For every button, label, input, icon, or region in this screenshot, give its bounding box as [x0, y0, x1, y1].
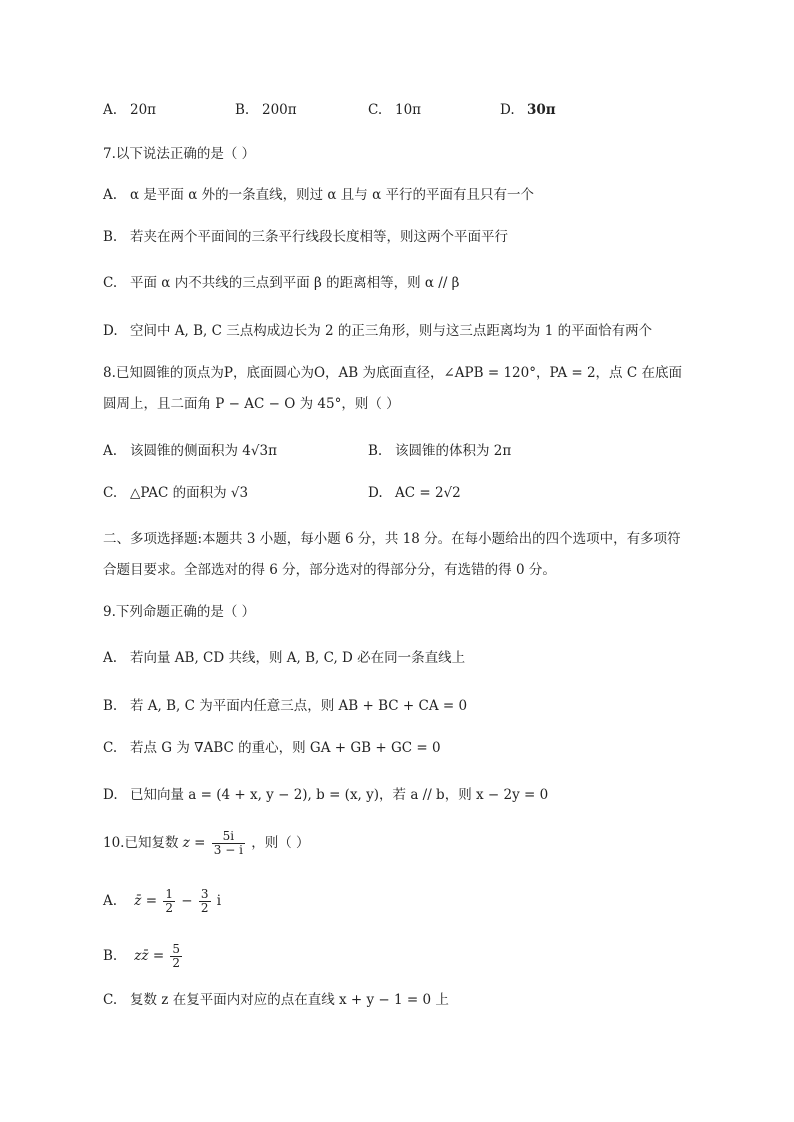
option-label: A. — [103, 187, 118, 203]
option-text: 若点 G 为 ∇ABC 的重心，则 GA + GB + GC = 0 — [130, 740, 441, 756]
q10-option-a — [103, 888, 221, 915]
fraction-denominator: 2 — [172, 956, 181, 970]
option-label: D. — [103, 323, 118, 339]
option-text: 该圆锥的体积为 2π — [395, 443, 512, 459]
option-text: 200π — [262, 102, 297, 118]
option-label: C. — [368, 102, 383, 118]
section2-line1: 二、多项选择题:本题共 3 小题，每小题 6 分，共 18 分。在每小题给出的四个选项中，有多项符 — [103, 531, 681, 547]
q6-option-c — [368, 100, 421, 120]
option-label: A. — [103, 102, 118, 118]
fraction — [170, 943, 182, 970]
q10-stem — [103, 830, 310, 857]
q9-option-a — [103, 648, 465, 668]
option-text: 已知向量 a = (4 + x, y − 2), b = (x, y)，若 a // b，则 x − 2y = 0 — [130, 787, 549, 803]
q8-stem-line2: 圆周上，且二面角 P − AC − O 为 45°，则（ ） — [103, 396, 400, 412]
q10-option-c — [103, 990, 449, 1010]
q9-option-d — [103, 785, 548, 805]
fraction-numerator: 5 — [172, 942, 181, 956]
option-label: C. — [103, 992, 118, 1008]
option-label: C. — [103, 740, 118, 756]
q8-option-c — [103, 483, 248, 503]
option-text: AC = 2√2 — [395, 485, 461, 501]
option-text: △PAC 的面积为 √3 — [130, 485, 249, 501]
option-text: 平面 α 内不共线的三点到平面 β 的距离相等，则 α // β — [130, 275, 460, 291]
fraction-2 — [199, 888, 211, 915]
minus-sign: − — [181, 893, 193, 909]
q10-z-fraction — [212, 830, 245, 857]
option-label: B. — [103, 698, 118, 714]
option-label: D. — [500, 102, 515, 118]
option-label: B. — [235, 102, 250, 118]
q7-stem: 7.以下说法正确的是（ ） — [103, 146, 256, 162]
option-text: 复数 z 在复平面内对应的点在直线 x + y − 1 = 0 上 — [130, 992, 449, 1008]
option-label: B. — [103, 229, 118, 245]
q10-z-lhs: z = — [182, 835, 206, 851]
option-label: A. — [103, 443, 118, 459]
fraction-denominator: 2 — [165, 901, 173, 915]
section2-line2: 合题目要求。全部选对的得 6 分，部分选对的得部分分，有选错的得 0 分。 — [103, 562, 556, 578]
q6-option-b — [235, 100, 297, 120]
q8-option-a — [103, 441, 277, 461]
q6-option-d — [500, 100, 556, 120]
option-label: B. — [368, 443, 383, 459]
q8-option-d — [368, 483, 461, 503]
option-label: C. — [103, 275, 118, 291]
q7-option-b — [103, 227, 508, 247]
q9-option-b — [103, 696, 467, 716]
option-lhs: zz̄ = — [134, 948, 165, 964]
q9-option-c — [103, 738, 441, 758]
option-lhs: z̄ = — [134, 893, 158, 909]
option-text: 10π — [395, 102, 422, 118]
fraction-denominator: 2 — [200, 901, 209, 915]
q8-option-b — [368, 441, 511, 461]
q9-stem: 9.下列命题正确的是（ ） — [103, 604, 256, 620]
option-label: A. — [103, 893, 118, 909]
q10-stem-suffix: ，则（ ） — [251, 835, 310, 851]
fraction-denominator: 3 − i — [213, 843, 243, 857]
q7-option-a — [103, 185, 534, 205]
option-text: 该圆锥的侧面积为 4√3π — [130, 443, 277, 459]
option-text: 空间中 A, B, C 三点构成边长为 2 的正三角形，则与这三点距离均为 1 的平面恰有两个 — [130, 323, 653, 339]
fraction-numerator: 1 — [165, 887, 173, 901]
q10-stem-prefix: 10.已知复数 — [103, 835, 179, 851]
option-text: α 是平面 α 外的一条直线，则过 α 且与 α 平行的平面有且只有一个 — [130, 187, 535, 203]
q7-option-d — [103, 321, 652, 341]
q7-option-c — [103, 273, 459, 293]
q6-option-a — [103, 100, 156, 120]
fraction-1 — [163, 888, 175, 915]
option-text: 20π — [130, 102, 157, 118]
option-label: D. — [368, 485, 383, 501]
fraction-numerator: 3 — [200, 887, 209, 901]
option-text: 若夹在两个平面间的三条平行线段长度相等，则这两个平面平行 — [130, 229, 508, 245]
option-text: 若 A, B, C 为平面内任意三点，则 AB + BC + CA = 0 — [130, 698, 468, 714]
option-text: 30π — [527, 102, 556, 118]
option-label: B. — [103, 948, 118, 964]
option-label: C. — [103, 485, 118, 501]
q10-option-b — [103, 943, 184, 970]
imaginary-unit: i — [216, 893, 222, 909]
option-text: 若向量 AB, CD 共线，则 A, B, C, D 必在同一条直线上 — [130, 650, 466, 666]
fraction-numerator: 5i — [212, 830, 245, 844]
option-label: D. — [103, 787, 118, 803]
option-label: A. — [103, 650, 118, 666]
q8-stem-line1: 8.已知圆锥的顶点为P，底面圆心为O，AB 为底面直径，∠APB = 120°，PA = 2，点 C 在底面 — [103, 365, 682, 381]
